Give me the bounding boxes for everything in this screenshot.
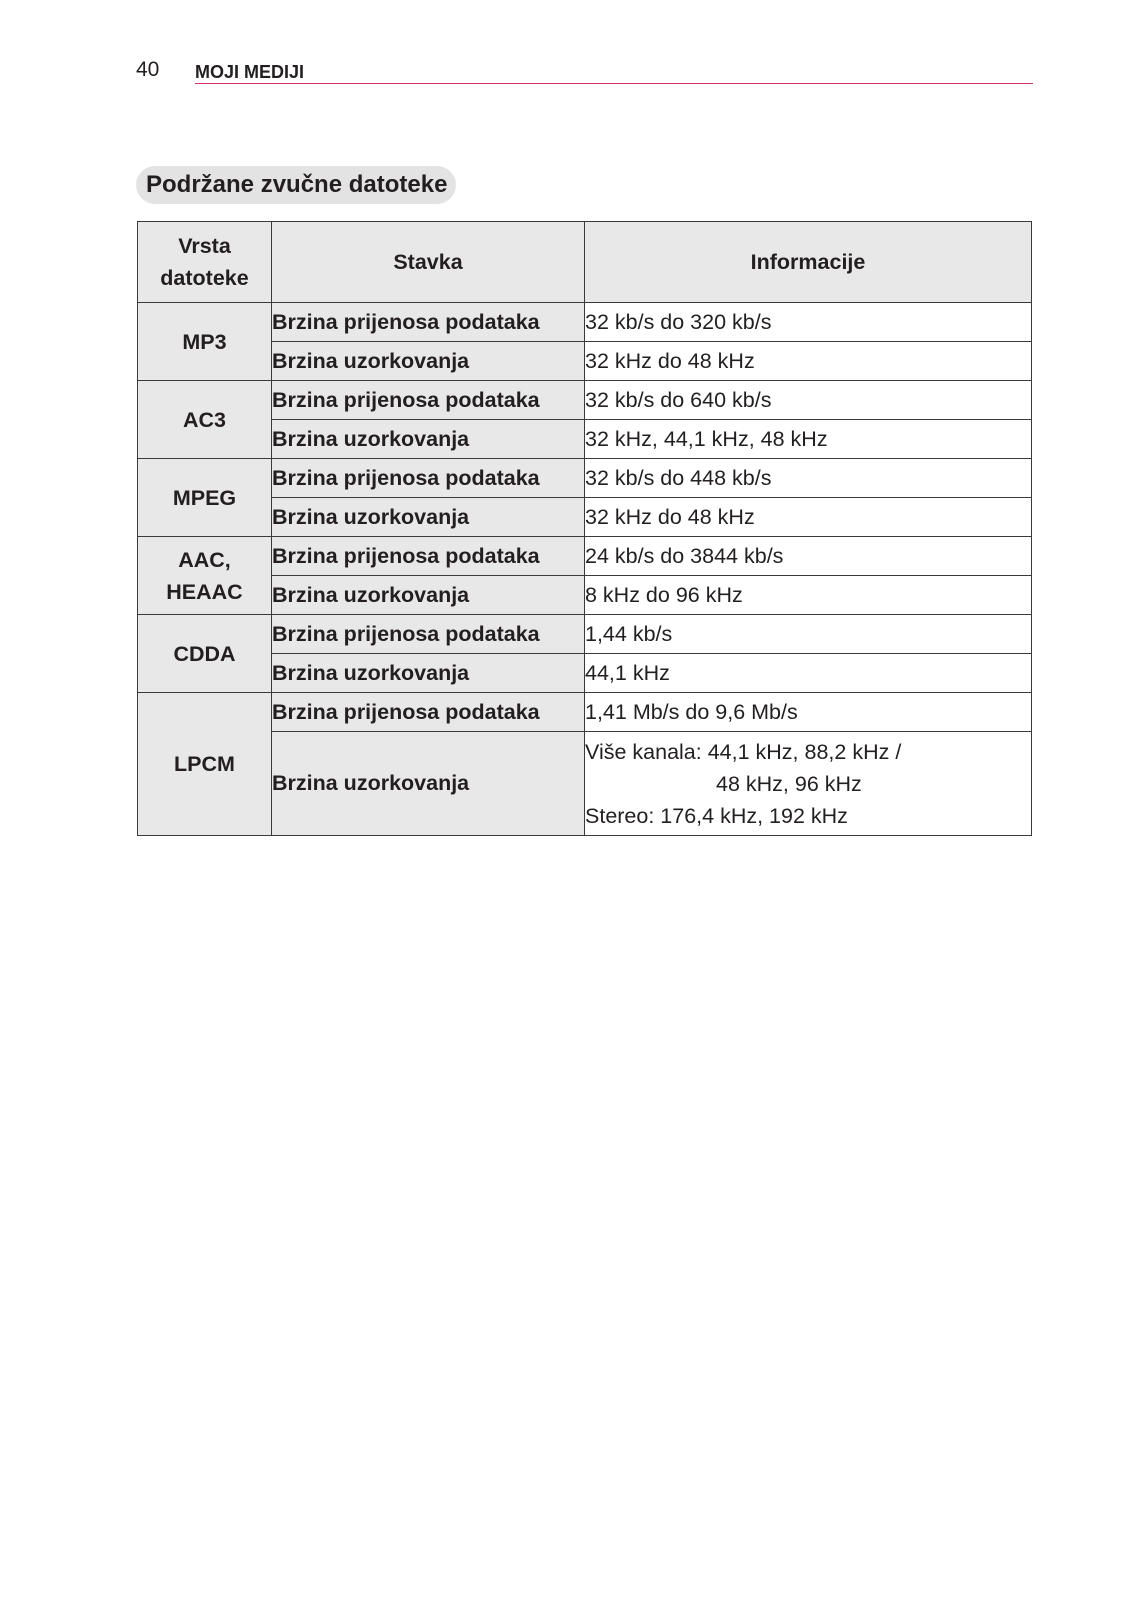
file-type-cell: LPCM [138, 693, 272, 836]
table-row [138, 342, 1032, 381]
info-cell: 32 kHz do 48 kHz [585, 498, 1032, 537]
item-cell: Brzina prijenosa podataka [272, 303, 585, 342]
header-file-type [138, 222, 272, 303]
item-cell: Brzina uzorkovanja [272, 576, 585, 615]
item-cell: Brzina uzorkovanja [272, 342, 585, 381]
info-cell: 32 kb/s do 448 kb/s [585, 459, 1032, 498]
header-file-type-line1: Vrsta [178, 234, 231, 258]
info-cell: 32 kHz, 44,1 kHz, 48 kHz [585, 420, 1032, 459]
table-row [138, 615, 1032, 654]
header-rule [195, 83, 1033, 84]
page-title: Podržane zvučne datoteke [136, 166, 456, 204]
info-line: 48 kHz, 96 kHz [716, 771, 862, 796]
file-type-line2: HEAAC [166, 579, 243, 604]
table-row [138, 693, 1032, 732]
table-row [138, 576, 1032, 615]
table-row [138, 654, 1032, 693]
info-cell: 32 kHz do 48 kHz [585, 342, 1032, 381]
table-row [138, 381, 1032, 420]
info-cell: 1,41 Mb/s do 9,6 Mb/s [585, 693, 1032, 732]
file-type-cell: MP3 [138, 303, 272, 381]
item-cell: Brzina uzorkovanja [272, 420, 585, 459]
info-line: Više kanala: 44,1 kHz, 88,2 kHz / [585, 739, 902, 764]
item-cell: Brzina prijenosa podataka [272, 693, 585, 732]
info-cell [585, 732, 1032, 836]
item-cell: Brzina prijenosa podataka [272, 381, 585, 420]
table-row [138, 498, 1032, 537]
info-cell: 32 kb/s do 640 kb/s [585, 381, 1032, 420]
info-cell: 44,1 kHz [585, 654, 1032, 693]
table-row [138, 420, 1032, 459]
file-type-cell: MPEG [138, 459, 272, 537]
item-cell: Brzina prijenosa podataka [272, 459, 585, 498]
info-line: Stereo: 176,4 kHz, 192 kHz [585, 803, 848, 828]
section-header: MOJI MEDIJI [195, 62, 305, 82]
table-row [138, 732, 1032, 836]
info-cell: 1,44 kb/s [585, 615, 1032, 654]
item-cell: Brzina uzorkovanja [272, 654, 585, 693]
table-header-row [138, 222, 1032, 303]
page-number: 40 [136, 58, 160, 81]
header-item: Stavka [272, 222, 585, 303]
file-type-cell: AC3 [138, 381, 272, 459]
header-info: Informacije [585, 222, 1032, 303]
item-cell: Brzina prijenosa podataka [272, 537, 585, 576]
file-type-cell [138, 537, 272, 615]
item-cell: Brzina prijenosa podataka [272, 615, 585, 654]
file-type-cell: CDDA [138, 615, 272, 693]
item-cell: Brzina uzorkovanja [272, 498, 585, 537]
table-row [138, 537, 1032, 576]
audio-formats-table [137, 221, 1032, 836]
info-cell: 8 kHz do 96 kHz [585, 576, 1032, 615]
header-file-type-line2: datoteke [160, 266, 249, 290]
info-cell: 32 kb/s do 320 kb/s [585, 303, 1032, 342]
info-cell: 24 kb/s do 3844 kb/s [585, 537, 1032, 576]
table-row [138, 303, 1032, 342]
item-cell: Brzina uzorkovanja [272, 732, 585, 836]
table-row [138, 459, 1032, 498]
file-type-line1: AAC, [178, 547, 231, 572]
